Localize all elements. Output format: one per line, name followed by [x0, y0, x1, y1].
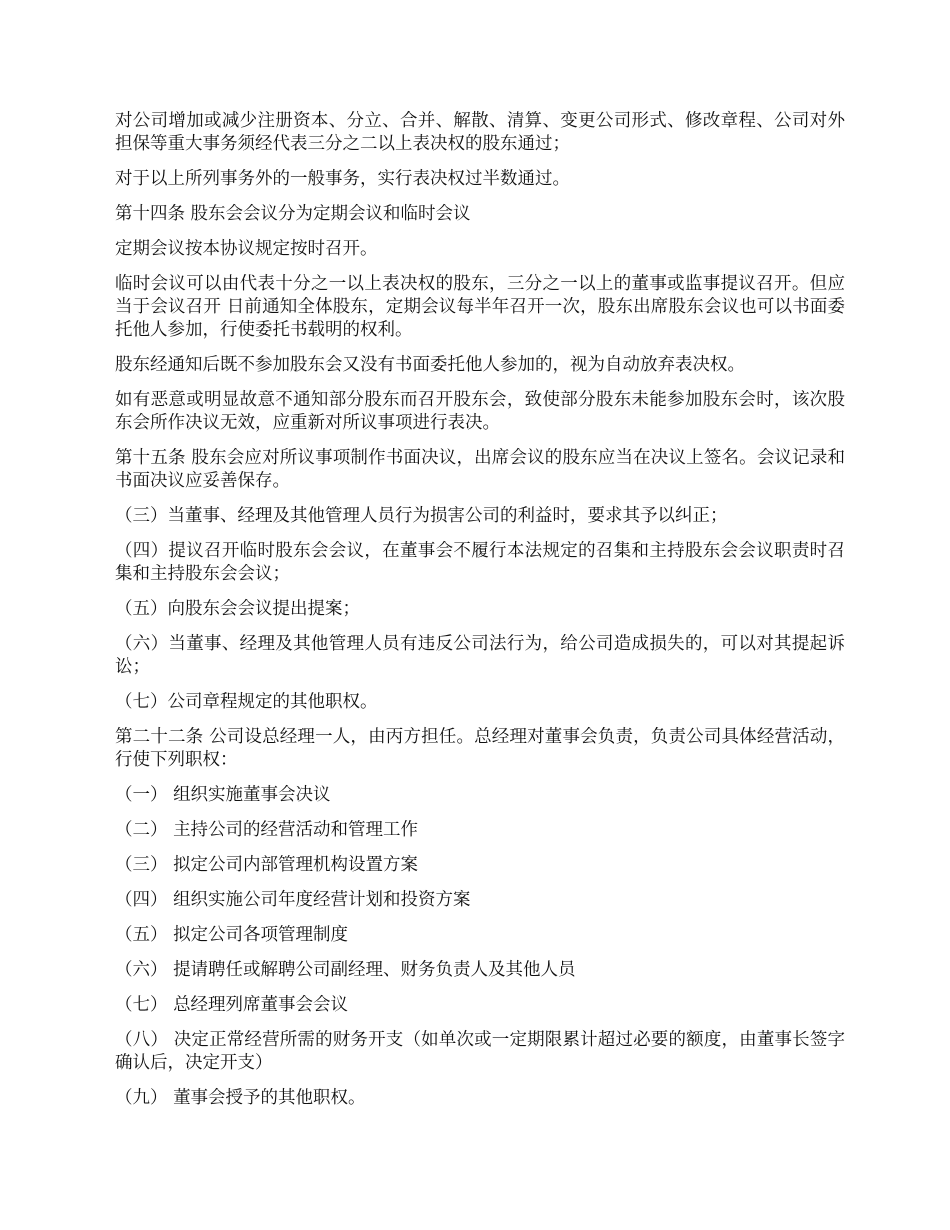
article-14-heading: 第十四条 股东会会议分为定期会议和临时会议: [115, 204, 471, 224]
article-15-paragraph: 第十五条 股东会应对所议事项制作书面决议，出席会议的股东应当在决议上签名。会议记录和书面决议应妥善保存。: [115, 448, 845, 491]
gm-power-6: （六） 提请聘任或解聘公司副经理、财务负责人及其他人员: [115, 960, 576, 980]
gm-power-5: （五） 拟定公司各项管理制度: [115, 925, 349, 945]
gm-power-7: （七） 总经理列席董事会会议: [115, 995, 349, 1015]
gm-power-4: （四） 组织实施公司年度经营计划和投资方案: [115, 890, 471, 910]
paragraph-major-matters-vote: 对公司增加或减少注册资本、分立、合并、解散、清算、变更公司形式、修改章程、公司对外担保等重大事务须经代表三分之二以上表决权的股东通过；: [115, 111, 845, 154]
gm-power-1: （一） 组织实施董事会决议: [115, 785, 331, 805]
document-body: [115, 110, 845, 1122]
list-item-4-interim-meeting: （四）提议召开临时股东会会议，在董事会不履行本法规定的召集和主持股东会会议职责时召集和主持股东会会议；: [115, 541, 845, 584]
gm-power-8: （八） 决定正常经营所需的财务开支（如单次或一定期限累计超过必要的额度，由董事长签字确认后，决定开支）: [115, 1030, 845, 1073]
gm-power-9: （九） 董事会授予的其他职权。: [115, 1088, 366, 1108]
paragraph-regular-meetings: 定期会议按本协议规定按时召开。: [115, 239, 378, 259]
paragraph-invalid-resolution: 如有恶意或明显故意不通知部分股东而召开股东会，致使部分股东未能参加股东会时，该次股东会所作决议无效，应重新对所议事项进行表决。: [115, 390, 845, 433]
paragraph-general-matters-vote: 对于以上所列事务外的一般事务，实行表决权过半数通过。: [115, 169, 570, 189]
paragraph-waiver-of-vote: 股东经通知后既不参加股东会又没有书面委托他人参加的，视为自动放弃表决权。: [115, 355, 745, 375]
gm-power-2: （二） 主持公司的经营活动和管理工作: [115, 820, 419, 840]
list-item-6-litigation: （六）当董事、经理及其他管理人员有违反公司法行为，给公司造成损失的，可以对其提起诉讼；: [115, 634, 845, 677]
article-22-paragraph: 第二十二条 公司设总经理一人，由丙方担任。总经理对董事会负责，负责公司具体经营活动，行使下列职权：: [115, 727, 845, 770]
gm-power-3: （三） 拟定公司内部管理机构设置方案: [115, 855, 419, 875]
list-item-7-other-powers: （七）公司章程规定的其他职权。: [115, 692, 378, 712]
list-item-3-correction: （三）当董事、经理及其他管理人员行为损害公司的利益时，要求其予以纠正；: [115, 506, 728, 526]
paragraph-interim-meetings: 临时会议可以由代表十分之一以上表决权的股东，三分之一以上的董事或监事提议召开。但应当于会议召开 日前通知全体股东，定期会议每半年召开一次，股东出席股东会议也可以书面委托他人参加，行使委托书载明的权利。: [115, 274, 845, 340]
list-item-5-proposals: （五）向股东会会议提出提案；: [115, 599, 360, 619]
